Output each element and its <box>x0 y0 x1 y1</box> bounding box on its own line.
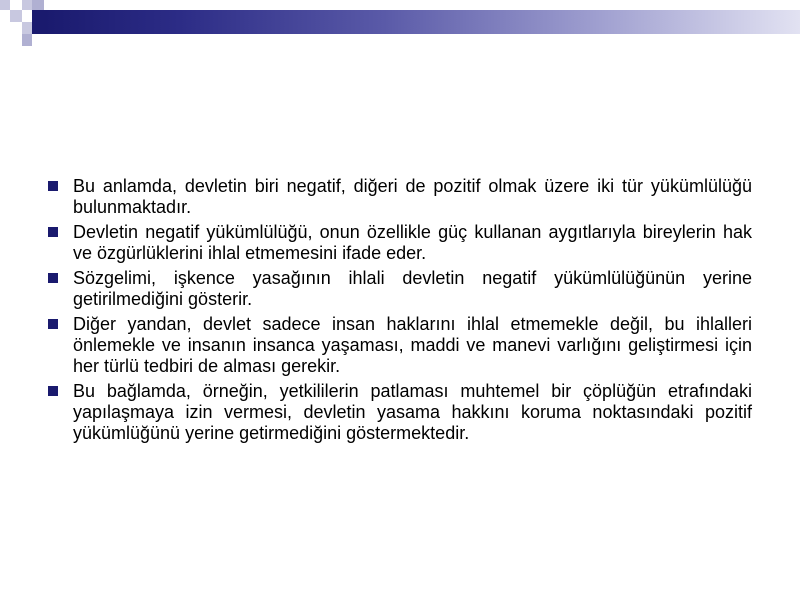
deco-square <box>22 0 32 10</box>
bullet-text: Devletin negatif yükümlülüğü, onun özellikle güç kullanan aygıtlarıyla bireylerin hak ve özgürlüklerini ihlal etmemesini ifade eder. <box>73 222 752 263</box>
square-bullet-icon <box>48 386 58 396</box>
bullet-text: Bu bağlamda, örneğin, yetkililerin patlaması muhtemel bir çöplüğün etrafındaki yapılaşmaya izin vermesi, devletin yasama hakkını koruma noktasındaki pozitif yükümlüğünü yerine getirmediğini göstermektedir. <box>73 381 752 443</box>
deco-square <box>0 22 10 34</box>
deco-square <box>22 10 32 22</box>
deco-square <box>0 0 10 10</box>
deco-square <box>22 34 32 46</box>
bullet-text: Sözgelimi, işkence yasağının ihlali devletin negatif yükümlülüğünün yerine getirilmediğini gösterir. <box>73 268 752 309</box>
header-gradient-bar <box>44 10 800 34</box>
deco-square <box>32 10 44 34</box>
bullet-item <box>48 314 752 377</box>
bullet-item <box>48 176 752 218</box>
square-bullet-icon <box>48 181 58 191</box>
bullet-item <box>48 222 752 264</box>
deco-square <box>32 0 44 10</box>
header-decoration <box>0 0 800 50</box>
bullet-item <box>48 381 752 444</box>
deco-square <box>10 0 22 10</box>
deco-square <box>10 10 22 22</box>
slide-content <box>48 176 752 448</box>
bullet-text: Diğer yandan, devlet sadece insan haklarını ihlal etmemekle değil, bu ihlalleri önlemekle ve insanın insanca yaşaması, maddi ve manevi varlığını geliştirmesi için her türlü tedbiri de alması gerekir. <box>73 314 752 376</box>
square-bullet-icon <box>48 319 58 329</box>
bullet-text: Bu anlamda, devletin biri negatif, diğeri de pozitif olmak üzere iki tür yükümlülüğü bulunmaktadır. <box>73 176 752 217</box>
deco-square <box>10 34 22 46</box>
square-bullet-icon <box>48 227 58 237</box>
square-bullet-icon <box>48 273 58 283</box>
deco-square <box>22 22 32 34</box>
bullet-list <box>48 176 752 444</box>
bullet-item <box>48 268 752 310</box>
